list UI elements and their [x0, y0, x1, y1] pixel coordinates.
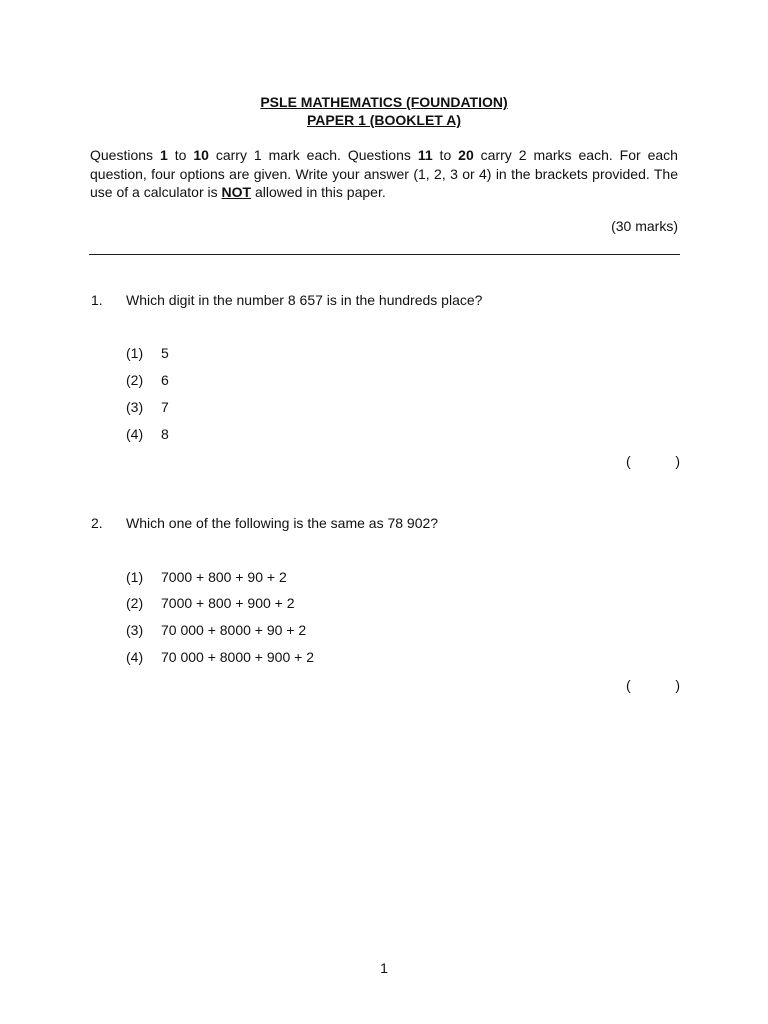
option-text: 70 000 + 8000 + 90 + 2 — [161, 622, 307, 638]
page-number: 1 — [380, 960, 388, 976]
paper-title: PSLE MATHEMATICS (FOUNDATION) — [260, 94, 508, 110]
bracket-close: ) — [675, 453, 680, 469]
divider-line — [89, 254, 680, 255]
option-item[interactable] — [126, 648, 314, 666]
bracket-close: ) — [675, 677, 680, 693]
option-label: (2) — [126, 595, 144, 611]
option-text: 6 — [161, 372, 169, 388]
question-text: Which digit in the number 8 657 is in the hundreds place? — [126, 292, 483, 308]
question-number: 1. — [91, 292, 103, 308]
option-text: 7000 + 800 + 90 + 2 — [161, 569, 287, 585]
bracket-open: ( — [626, 453, 631, 469]
option-item[interactable] — [126, 594, 295, 612]
option-label: (2) — [126, 372, 144, 388]
option-text: 7 — [161, 399, 169, 415]
question-number: 2. — [91, 515, 103, 531]
option-item[interactable] — [126, 425, 169, 443]
option-text: 7000 + 800 + 900 + 2 — [161, 595, 295, 611]
question-text: Which one of the following is the same as 78 902? — [126, 515, 439, 531]
option-text: 5 — [161, 345, 169, 361]
answer-bracket[interactable] — [626, 677, 680, 693]
option-label: (3) — [126, 399, 144, 415]
instructions-paragraph: Questions 1 to 10 carry 1 mark each. Questions 11 to 20 carry 2 marks each. For each question, four options are given. Write your answer (1, 2, 3 or 4) in the brackets provided. The use of a calculator is NOT allowed in this paper. — [90, 147, 678, 200]
option-item[interactable] — [126, 568, 287, 586]
option-item[interactable] — [126, 371, 169, 389]
option-label: (4) — [126, 649, 144, 665]
option-text: 8 — [161, 426, 169, 442]
option-label: (4) — [126, 426, 144, 442]
option-label: (3) — [126, 622, 144, 638]
answer-bracket[interactable] — [626, 453, 680, 469]
bracket-open: ( — [626, 677, 631, 693]
option-label: (1) — [126, 345, 144, 361]
total-marks: (30 marks) — [611, 218, 678, 234]
option-text: 70 000 + 8000 + 900 + 2 — [161, 649, 314, 665]
option-item[interactable] — [126, 398, 169, 416]
option-item[interactable] — [126, 344, 169, 362]
option-label: (1) — [126, 569, 144, 585]
option-item[interactable] — [126, 621, 306, 639]
paper-subtitle: PAPER 1 (BOOKLET A) — [306, 112, 461, 128]
